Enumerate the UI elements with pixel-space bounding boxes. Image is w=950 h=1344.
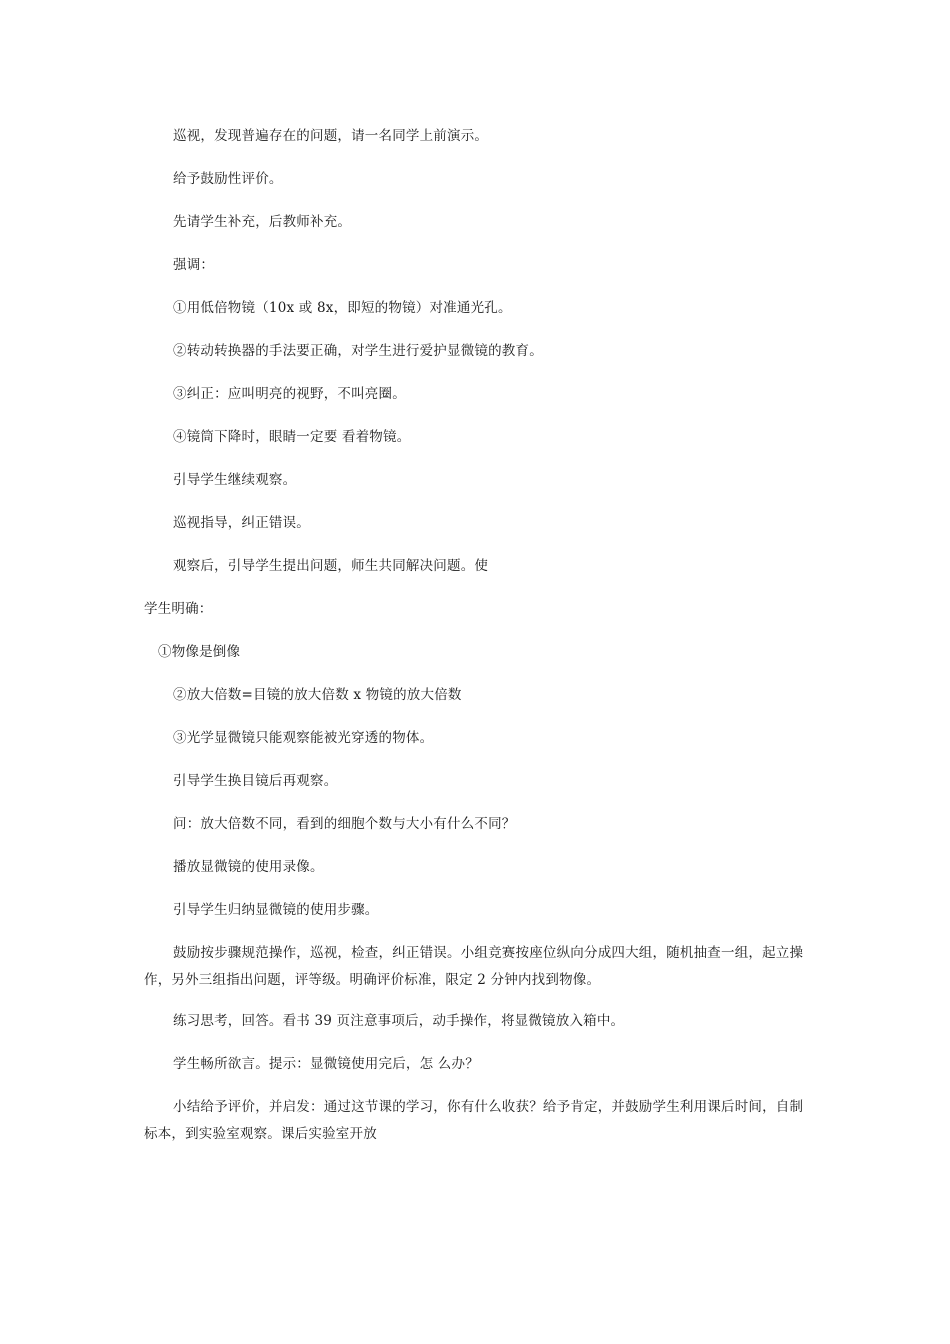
paragraph: 先请学生补充，后教师补充。 <box>173 214 352 230</box>
paragraph: 强调： <box>173 257 215 273</box>
paragraph: 引导学生换目镜后再观察。 <box>173 773 338 789</box>
paragraph: 鼓励按步骤规范操作，巡视，检查，纠正错误。小组竞赛按座位纵向分成四大组，随机抽查一组，起立操作，另外三组指出问题，评等级。明确评价标准，限定 2 分钟内找到物像。 <box>144 945 804 988</box>
paragraph: 学生明确： <box>144 601 213 617</box>
list-item: ③光学显微镜只能观察能被光穿透的物体。 <box>173 730 434 746</box>
paragraph: 巡视指导，纠正错误。 <box>173 515 310 531</box>
paragraph: 播放显微镜的使用录像。 <box>173 859 324 875</box>
list-item: ①物像是倒像 <box>158 644 241 660</box>
paragraph: 引导学生继续观察。 <box>173 472 297 488</box>
paragraph: 学生畅所欲言。提示：显微镜使用完后，怎 么办？ <box>173 1056 479 1072</box>
paragraph: 小结给予评价，并启发：通过这节课的学习，你有什么收获？给予肯定，并鼓励学生利用课后时间，自制标本，到实验室观察。课后实验室开放 <box>144 1099 804 1142</box>
list-item: ①用低倍物镜（10x 或 8x，即短的物镜）对准通光孔。 <box>173 300 512 316</box>
list-item: ③纠正：应叫明亮的视野，不叫亮圈。 <box>173 386 406 402</box>
paragraph: 练习思考，回答。看书 39 页注意事项后，动手操作，将显微镜放入箱中。 <box>173 1013 625 1029</box>
list-item: ④镜筒下降时，眼睛一定要 看着物镜。 <box>173 429 411 445</box>
paragraph: 引导学生归纳显微镜的使用步骤。 <box>173 902 379 918</box>
list-item: ②放大倍数=目镜的放大倍数 x 物镜的放大倍数 <box>173 687 462 703</box>
list-item: ②转动转换器的手法要正确，对学生进行爱护显微镜的教育。 <box>173 343 543 359</box>
paragraph: 观察后，引导学生提出问题，师生共同解决问题。使 <box>173 558 489 574</box>
paragraph: 巡视，发现普遍存在的问题，请一名同学上前演示。 <box>173 128 489 144</box>
paragraph: 问：放大倍数不同，看到的细胞个数与大小有什么不同？ <box>173 816 516 832</box>
paragraph: 给予鼓励性评价。 <box>173 171 283 187</box>
